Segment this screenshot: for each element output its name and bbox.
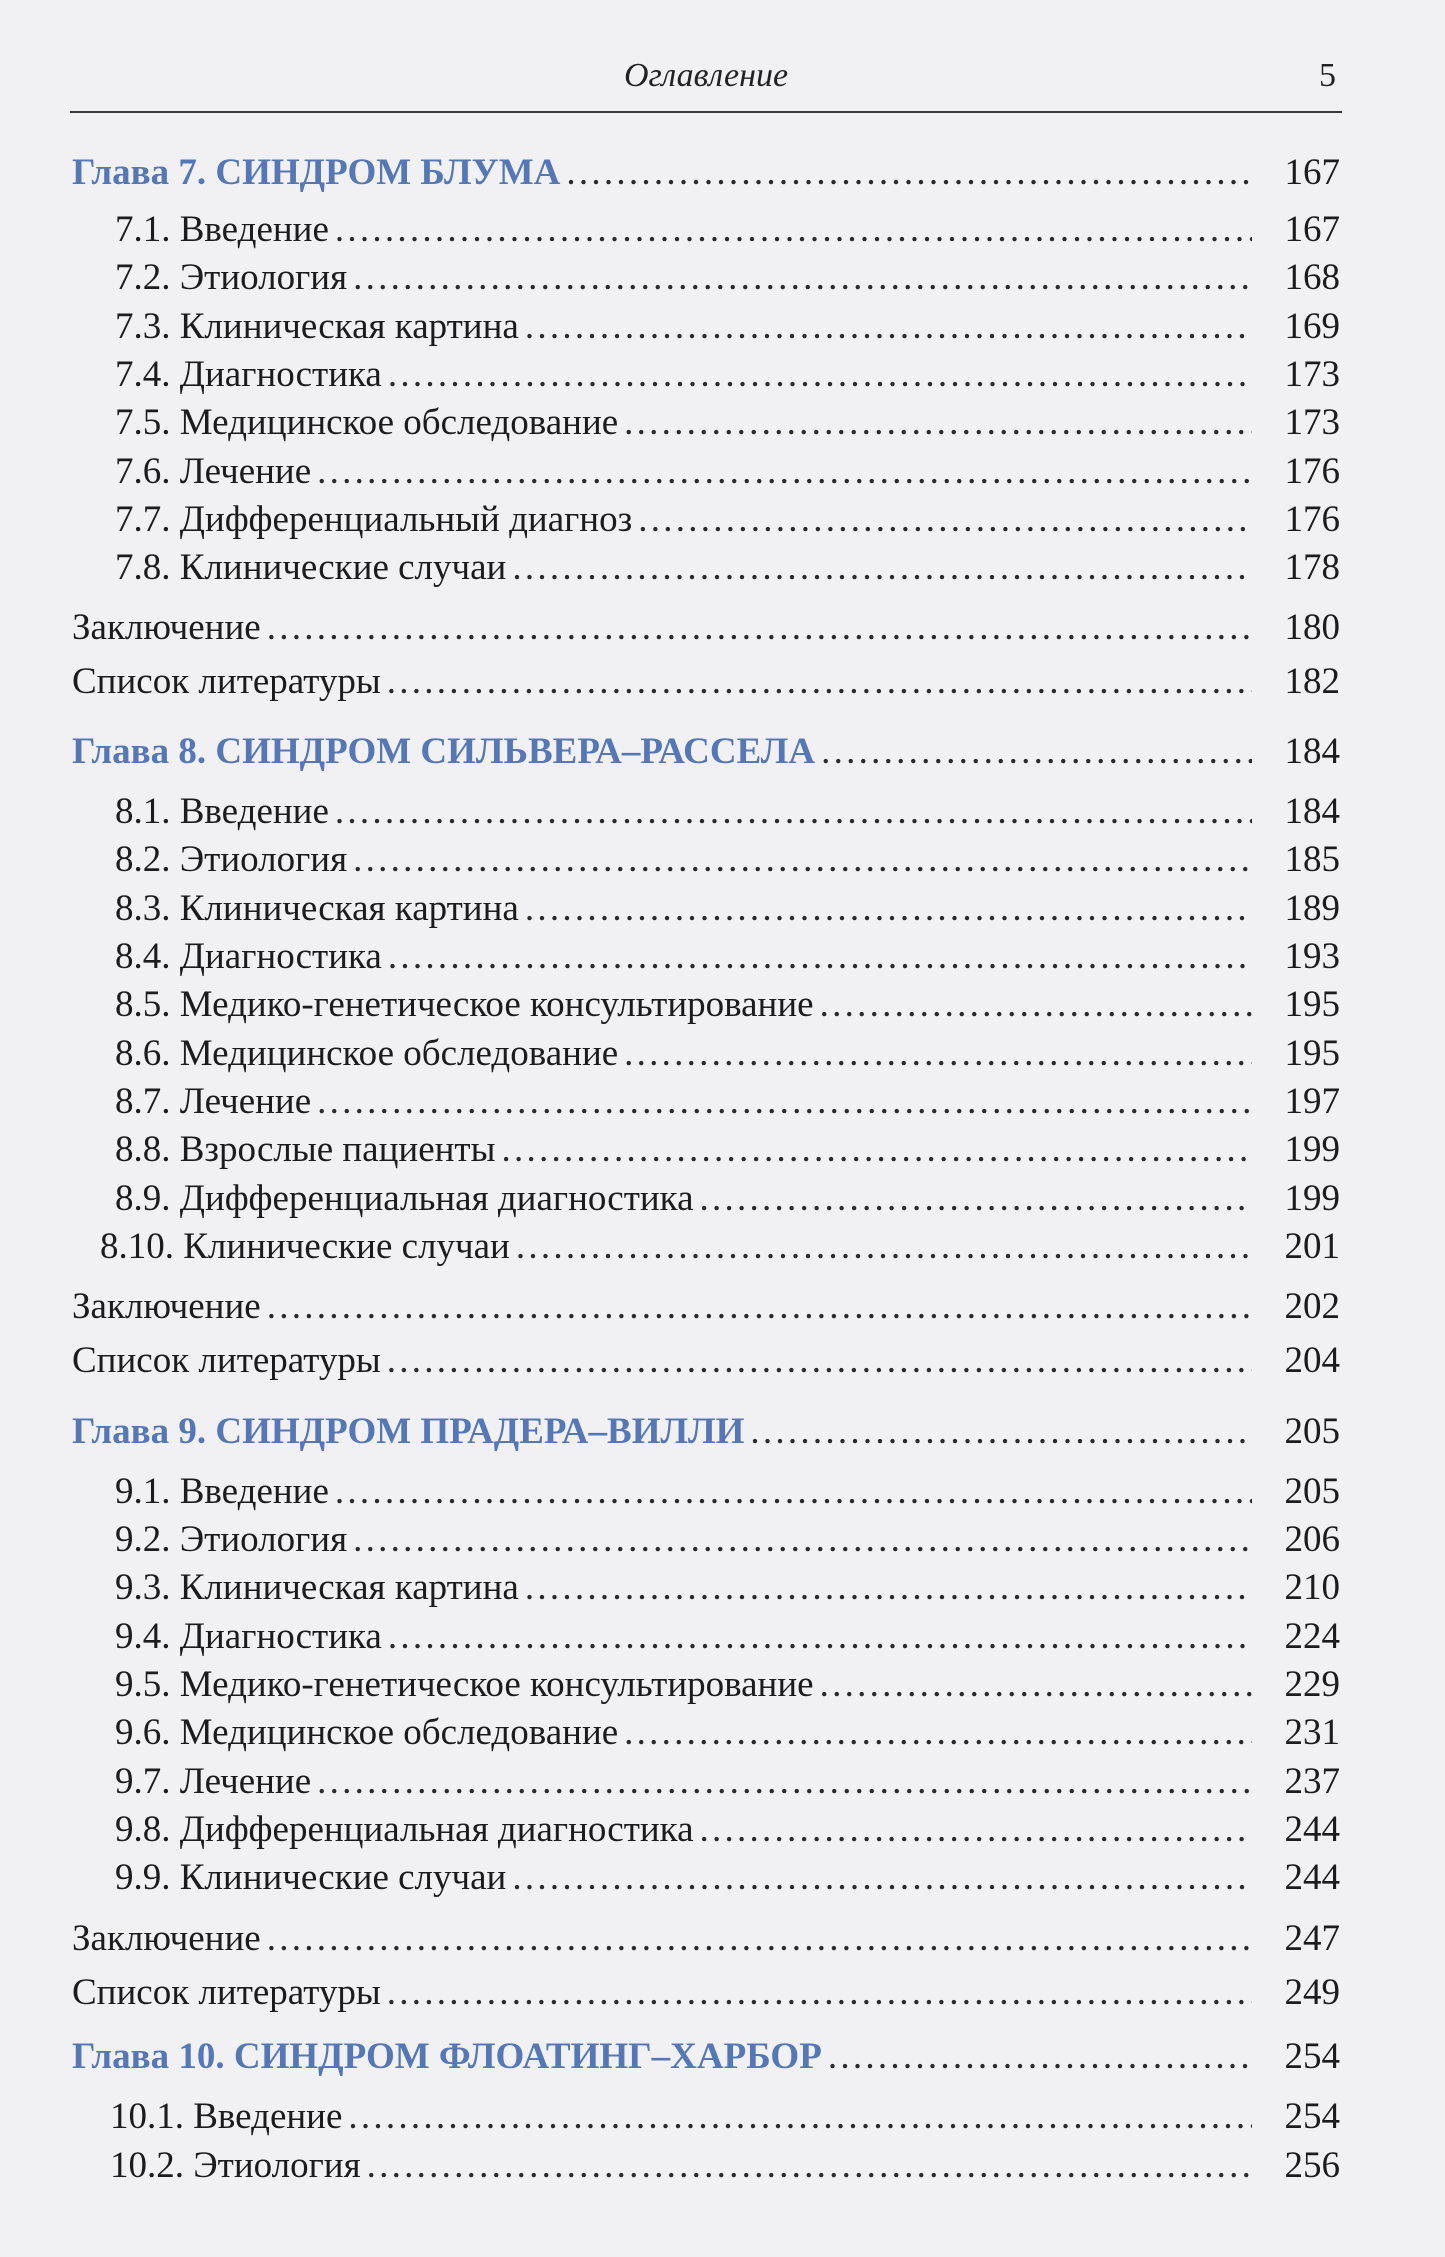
entry-label: 9.2. Этиология [115,1519,348,1560]
entry-page: 176 [1284,451,1340,492]
toc-entry[interactable] [115,1081,1340,1124]
toc-references[interactable] [72,661,1340,704]
entry-label: Список литературы [72,1972,381,2013]
leader-dots [317,1081,1252,1124]
chapter-title: Глава 8. СИНДРОМ СИЛЬВЕРА–РАССЕЛА [72,731,816,772]
entry-label: Заключение [72,1286,261,1327]
entry-label: 7.3. Клиническая картина [115,306,519,347]
entry-page: 244 [1284,1809,1340,1850]
leader-dots [525,888,1252,931]
toc-entry[interactable] [115,402,1340,445]
toc-entry[interactable] [115,1471,1340,1514]
toc-entry[interactable] [115,1664,1340,1707]
leader-dots [624,1712,1252,1755]
leader-dots [525,1567,1252,1610]
leader-dots [821,731,1252,774]
chapter-title: Глава 7. СИНДРОМ БЛУМА [72,152,561,193]
entry-page: 189 [1284,888,1340,929]
entry-page: 184 [1284,791,1340,832]
page-number: 5 [1319,57,1336,94]
toc-references[interactable] [72,1972,1340,2015]
toc-entry[interactable] [115,1033,1340,1076]
leader-dots [700,1809,1252,1852]
entry-label: 8.7. Лечение [115,1081,312,1122]
chapter-page: 184 [1284,731,1340,772]
toc-entry[interactable] [115,839,1340,882]
entry-page: 206 [1284,1519,1340,1560]
entry-page: 182 [1284,661,1340,702]
entry-page: 202 [1284,1286,1340,1327]
entry-page: 195 [1284,1033,1340,1074]
leader-dots [828,2036,1252,2079]
entry-label: 8.4. Диагностика [115,936,382,977]
toc-entry[interactable] [115,451,1340,494]
entry-label: 9.8. Дифференциальная диагностика [115,1809,694,1850]
toc-conclusion[interactable] [72,607,1340,650]
chapter-title: Глава 9. СИНДРОМ ПРАДЕРА–ВИЛЛИ [72,1411,745,1452]
leader-dots [267,1918,1252,1961]
entry-page: 224 [1284,1616,1340,1657]
toc-entry[interactable] [115,547,1340,590]
entry-label: 8.2. Этиология [115,839,348,880]
entry-page: 254 [1284,2096,1340,2137]
entry-label: 7.1. Введение [115,209,329,250]
leader-dots [353,839,1252,882]
leader-dots [353,257,1252,300]
entry-page: 210 [1284,1567,1340,1608]
leader-dots [566,152,1252,195]
toc-conclusion[interactable] [72,1918,1340,1961]
entry-page: 178 [1284,547,1340,588]
toc-entry[interactable] [115,306,1340,349]
toc-entry[interactable] [115,499,1340,542]
entry-page: 205 [1284,1471,1340,1512]
entry-page: 185 [1284,839,1340,880]
toc-entry[interactable] [115,1857,1340,1900]
toc-entry[interactable] [115,1178,1340,1221]
entry-page: 169 [1284,306,1340,347]
entry-label: 7.7. Дифференциальный диагноз [115,499,633,540]
leader-dots [317,451,1252,494]
entry-label: 8.1. Введение [115,791,329,832]
entry-label: 7.2. Этиология [115,257,348,298]
toc-entry[interactable] [115,1761,1340,1804]
entry-label: 8.6. Медицинское обследование [115,1033,619,1074]
leader-dots [501,1129,1252,1172]
chapter-page: 254 [1284,2036,1340,2077]
entry-page: 195 [1284,984,1340,1025]
leader-dots [388,936,1252,979]
chapter-9-heading[interactable] [72,1411,1340,1454]
entry-page: 180 [1284,607,1340,648]
entry-label: 7.8. Клинические случаи [115,547,507,588]
toc-entry[interactable] [110,2145,1340,2188]
entry-label: 7.5. Медицинское обследование [115,402,619,443]
entry-label: 10.2. Этиология [110,2145,361,2186]
leader-dots [638,499,1252,542]
chapter-8-heading[interactable] [72,731,1340,774]
entry-page: 197 [1284,1081,1340,1122]
leader-dots [335,791,1252,834]
leader-dots [820,984,1252,1027]
leader-dots [388,1616,1252,1659]
toc-entry[interactable] [115,209,1340,252]
entry-page: 173 [1284,402,1340,443]
chapter-10-heading[interactable] [72,2036,1340,2079]
leader-dots [512,547,1252,590]
leader-dots [387,661,1252,704]
entry-page: 204 [1284,1340,1340,1381]
chapter-page: 167 [1284,152,1340,193]
leader-dots [525,306,1252,349]
entry-label: 9.6. Медицинское обследование [115,1712,619,1753]
leader-dots [624,402,1252,445]
leader-dots [516,1226,1252,1269]
entry-label: 8.8. Взрослые пациенты [115,1129,496,1170]
leader-dots [750,1411,1252,1454]
toc-entry[interactable] [115,984,1340,1027]
entry-label: 9.7. Лечение [115,1761,312,1802]
leader-dots [317,1761,1252,1804]
entry-label: 9.5. Медико-генетическое консультирование [115,1664,814,1705]
entry-page: 173 [1284,354,1340,395]
toc-entry[interactable] [115,791,1340,834]
toc-entry[interactable] [115,1616,1340,1659]
entry-label: 9.3. Клиническая картина [115,1567,519,1608]
entry-label: 7.4. Диагностика [115,354,382,395]
entry-page: 199 [1284,1178,1340,1219]
entry-page: 229 [1284,1664,1340,1705]
entry-label: Список литературы [72,1340,381,1381]
entry-page: 199 [1284,1129,1340,1170]
leader-dots [388,354,1252,397]
toc-entry[interactable] [115,1129,1340,1172]
leader-dots [387,1340,1252,1383]
entry-page: 237 [1284,1761,1340,1802]
entry-page: 167 [1284,209,1340,250]
leader-dots [348,2096,1252,2139]
toc-entry[interactable] [115,1519,1340,1562]
toc-entry[interactable] [115,1567,1340,1610]
toc-entry[interactable] [115,257,1340,300]
toc-references[interactable] [72,1340,1340,1383]
entry-page: 231 [1284,1712,1340,1753]
entry-label: 9.4. Диагностика [115,1616,382,1657]
toc-conclusion[interactable] [72,1286,1340,1329]
toc-entry[interactable] [100,1226,1340,1269]
entry-label: 8.5. Медико-генетическое консультирование [115,984,814,1025]
entry-label: Заключение [72,1918,261,1959]
chapter-7-heading[interactable] [72,152,1340,195]
chapter-title: Глава 10. СИНДРОМ ФЛОАТИНГ–ХАРБОР [72,2036,822,2077]
entry-label: 8.9. Дифференциальная диагностика [115,1178,694,1219]
entry-page: 249 [1284,1972,1340,2013]
leader-dots [624,1033,1252,1076]
toc-entry[interactable] [115,1809,1340,1852]
entry-page: 168 [1284,257,1340,298]
toc-entry[interactable] [115,888,1340,931]
entry-label: 8.10. Клинические случаи [100,1226,510,1267]
chapter-page: 205 [1284,1411,1340,1452]
entry-label: 9.9. Клинические случаи [115,1857,507,1898]
leader-dots [387,1972,1252,2015]
leader-dots [335,1471,1252,1514]
entry-page: 244 [1284,1857,1340,1898]
entry-label: 9.1. Введение [115,1471,329,1512]
leader-dots [820,1664,1252,1707]
entry-page: 256 [1284,2145,1340,2186]
entry-page: 201 [1284,1226,1340,1267]
entry-label: 7.6. Лечение [115,451,312,492]
leader-dots [353,1519,1252,1562]
entry-page: 193 [1284,936,1340,977]
toc-entry[interactable] [110,2096,1340,2139]
toc-entry[interactable] [115,1712,1340,1755]
toc-entry[interactable] [115,354,1340,397]
entry-page: 247 [1284,1918,1340,1959]
leader-dots [335,209,1252,252]
entry-label: 8.3. Клиническая картина [115,888,519,929]
leader-dots [512,1857,1252,1900]
leader-dots [700,1178,1252,1221]
leader-dots [367,2145,1252,2188]
entry-page: 176 [1284,499,1340,540]
entry-label: 10.1. Введение [110,2096,343,2137]
toc-entry[interactable] [115,936,1340,979]
leader-dots [267,1286,1252,1329]
leader-dots [267,607,1252,650]
entry-label: Список литературы [72,661,381,702]
running-header-title: Оглавление [623,57,789,94]
entry-label: Заключение [72,607,261,648]
